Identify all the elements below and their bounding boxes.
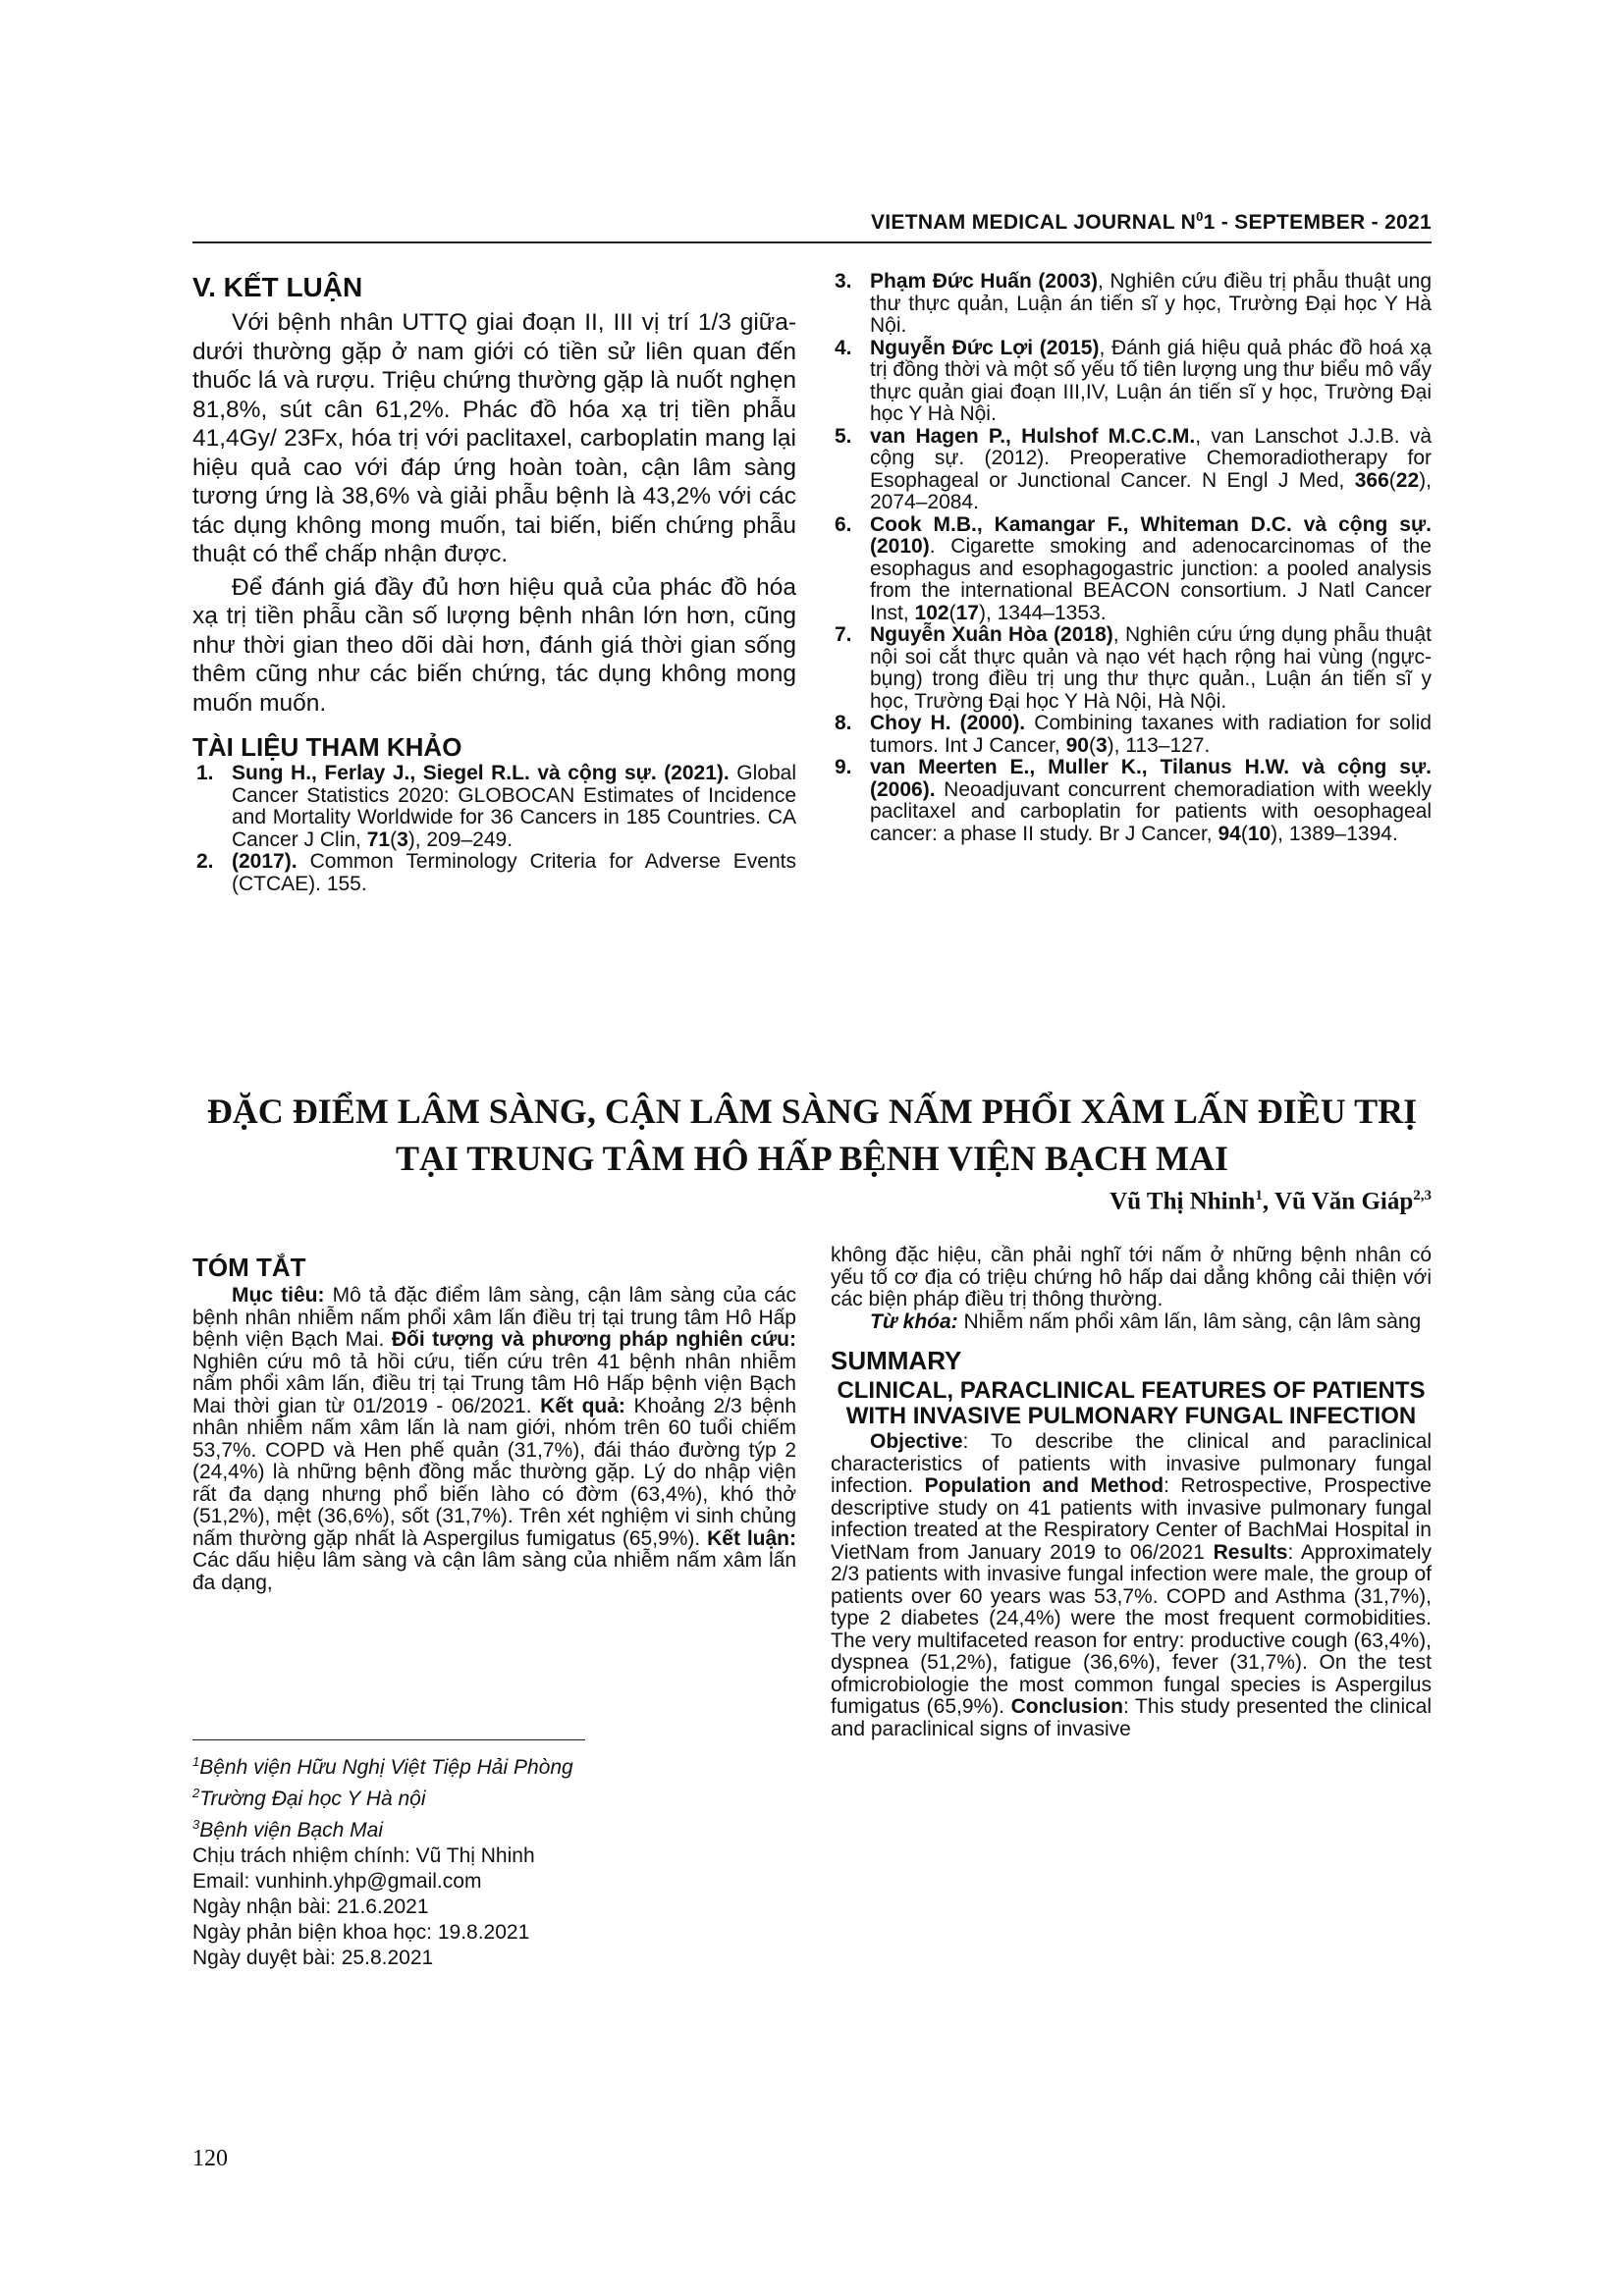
reference-author: Cook M.B., Kamangar F., Whiteman D.C. và cộng sự. (2010): [870, 512, 1432, 558]
reference-item: [831, 338, 1432, 426]
label-method-vn: Đối tượng và phương pháp nghiên cứu:: [391, 1328, 796, 1351]
results-vn: Khoảng 2/3 bệnh nhân nhiễm nấm xâm lấn là nam giới, nhóm trên 60 tuổi chiếm 53,7%. COPD và Hen phế quản (31,7%), đái tháo đường týp 2 (24,4%) là những bệnh đồng mắc thường gặp. Lý do nhập viện rất đa dạng nhưng phổ biến làho có đờm (63,4%), khó thở (51,2%), mệt (36,6%), sốt (31,7%). Trên xét nghiệm vi sinh chủng nấm thường gặp nhất là Aspergilus fumigatus (65,9%).: [192, 1394, 797, 1550]
footnotes: [192, 1749, 801, 1971]
footnote-email: Email: vunhinh.yhp@gmail.com: [192, 1870, 482, 1893]
reference-text: . Cigarette smoking and adenocarcinomas of the esophagus and esophagogastric junction: a pooled analysis from the international BEACON consortium. J Natl Cancer Inst,: [870, 535, 1432, 624]
results-en: : Approximately 2/3 patients with invasive fungal infection were male, the group of patients over 60 years was 53,7%. COPD and Asthma (31,7%), type 2 diabetes (24,4%) were the most frequent cormobidities. The very multifaceted reason for entry: productive cough (63,4%), dyspnea (51,2%), fatigue (36,6%), fever (31,7%). On the test ofmicrobiologie the most common fungal species is Aspergilus fumigatus (65,9%).: [831, 1540, 1432, 1718]
author-1-affiliation: 1: [1255, 1188, 1263, 1203]
header-rule: [192, 241, 1432, 243]
footnote-rule: [192, 1739, 585, 1740]
journal-sup: 0: [1196, 209, 1204, 224]
reference-author: van Hagen P., Hulshof M.C.C.M.: [870, 424, 1196, 448]
journal-name: VIETNAM MEDICAL JOURNAL N: [870, 211, 1197, 234]
reference-number: 8.: [835, 712, 852, 734]
reference-number: 7.: [835, 623, 852, 646]
reference-item: [192, 851, 796, 895]
keywords-text: Nhiễm nấm phổi xâm lấn, lâm sàng, cận lâm sàng: [957, 1309, 1422, 1333]
objective-en: : To describe the clinical and paraclinical characteristics of patients with invasive pulmonary fungal infection.: [831, 1430, 1432, 1497]
footnote-sup-3: 3: [192, 1817, 200, 1832]
reference-item: 5. van Hagen P., Hulshof M.C.C.M., van Lanschot J.J.B. và cộng sự. (2012). Preoperative Chemoradiotherapy for Esophageal or Junctional Cancer. N Engl J Med, 366(22), 2074–2084.: [835, 424, 1432, 513]
reference-author: van Meerten E., Muller K., Tilanus H.W. và cộng sự. (2006).: [870, 756, 1432, 801]
reference-issue: 3: [397, 828, 408, 851]
reference-volume: 71: [366, 828, 391, 851]
label-conclusion-vn: Kết luận:: [707, 1526, 796, 1550]
reference-item: [831, 624, 1432, 713]
article-title: [192, 1088, 1432, 1182]
footnote-text-3: Bệnh viện Bạch Mai: [199, 1819, 384, 1842]
label-results-vn: Kết quả:: [540, 1394, 625, 1417]
footnote-sup-1: 1: [192, 1754, 200, 1769]
conclusion-en: : This study presented the clinical and paraclinical signs of invasive: [831, 1695, 1432, 1740]
reference-volume: 102: [914, 601, 949, 624]
reference-item: 1. Sung H., Ferlay J., Siegel R.L. và cộng sự. (2021). Global Cancer Statistics 2020: GLOBOCAN Estimates of Incidence and Mortality Worldwide for 36 Cancers in 185 Countries. CA Cancer J Clin, 71(3), 209–249.: [196, 762, 796, 851]
objective-vn: Mô tả đặc điểm lâm sàng, cận lâm sàng của các bệnh nhân nhiễm nấm phổi xâm lấn điều trị tại trung tâm Hô Hấp bệnh viện Bạch Mai.: [192, 1284, 796, 1351]
summary-title: CLINICAL, PARACLINICAL FEATURES OF PATIENTS WITH INVASIVE PULMONARY FUNGAL INFECTION: [837, 1377, 1426, 1429]
running-header: [192, 209, 1432, 235]
page-number: 120: [192, 2146, 228, 2171]
reference-author: Phạm Đức Huấn (2003): [870, 270, 1099, 293]
label-objective-vn: Mục tiêu:: [232, 1284, 325, 1307]
reference-issue: 22: [1395, 468, 1420, 492]
references-heading: TÀI LIỆU THAM KHẢO: [192, 732, 462, 762]
author-1: Vũ Thị Nhinh: [1110, 1188, 1256, 1215]
reference-pages: , 2074–2084.: [870, 468, 1432, 513]
footnote-responsible: Chịu trách nhiệm chính: Vũ Thị Nhinh: [192, 1844, 535, 1867]
footnote-affiliation-3: [192, 1812, 801, 1843]
article-authors: [1110, 1188, 1432, 1215]
footnote-affiliation-1: [192, 1749, 801, 1781]
reference-item: 8. Choy H. (2000). Combining taxanes with radiation for solid tumors. Int J Cancer, 90(3), 113–127.: [835, 712, 1432, 757]
footnote-text-1: Bệnh viện Hữu Nghị Việt Tiệp Hải Phòng: [199, 1756, 573, 1779]
references-list-left: [192, 763, 796, 895]
reference-pages: , 1389–1394.: [1277, 822, 1398, 845]
conclusion-vn: Các dấu hiệu lâm sàng và cận lâm sàng của nhiễm nấm xâm lấn đa dạng,: [192, 1549, 796, 1594]
reference-text: , Nghiên cứu ứng dụng phẫu thuật nội soi cắt thực quản và nạo vét hạch rộng hai vùng (ngực- bụng) trong điều trị ung thư thực quản., Luận án tiến sĩ y học, Trường Đại học Y Hà Nội, Hà Nội.: [870, 623, 1433, 713]
reference-issue: 17: [955, 601, 979, 624]
reference-number: 5.: [835, 424, 852, 448]
footnote-approved: Ngày duyệt bài: 25.8.2021: [192, 1947, 434, 1969]
abstract-vn-continuation: không đặc hiệu, cần phải nghĩ tới nấm ở những bệnh nhân có yếu tố cơ địa có triệu chứng hô hấp dai dẳng không cải thiện với các biện pháp điều trị thông thường.: [831, 1244, 1432, 1310]
label-method-en: Population and Method: [924, 1474, 1164, 1497]
label-results-en: Results: [1213, 1540, 1288, 1564]
reference-item: 9. van Meerten E., Muller K., Tilanus H.W. và cộng sự. (2006). Neoadjuvant concurrent chemoradiation with weekly paclitaxel and carboplatin for patients with oesophageal cancer: a phase II study. Br J Cancer, 94(10), 1389–1394.: [835, 756, 1432, 845]
reference-number: 1.: [196, 762, 214, 784]
reference-text: , Nghiên cứu điều trị phẫu thuật ung thư thực quản, Luận án tiến sĩ y học, Trường Đại học Y Hà Nội.: [870, 270, 1432, 337]
reference-issue: 10: [1247, 822, 1272, 845]
reference-item: [831, 271, 1432, 338]
reference-text: , van Lanschot J.J.B. và cộng sự. (2012). Preoperative Chemoradiotherapy for Esophageal or Junctional Cancer. N Engl J Med,: [870, 424, 1432, 492]
reference-item: 6. Cook M.B., Kamangar F., Whiteman D.C. và cộng sự. (2010). Cigarette smoking and adenocarcinomas of the esophagus and esophagogastric junction: a pooled analysis from the international BEACON consortium. J Natl Cancer Inst, 102(17), 1344–1353.: [835, 512, 1432, 624]
footnote-sup-2: 2: [192, 1786, 200, 1800]
reference-text: , Đánh giá hiệu quả phác đồ hoá xạ trị đồng thời và một số yếu tố tiên lượng ung thư biểu mô vẩy thực quản giai đoạn III,IV, Luận án tiến sĩ y học, Trường Đại học Y Hà Nội.: [870, 336, 1433, 425]
left-column-top: [192, 271, 796, 895]
reference-author: Choy H. (2000).: [870, 712, 1026, 734]
reference-pages: , 113–127.: [1113, 733, 1211, 757]
method-vn: Nghiên cứu mô tả hồi cứu, tiến cứu trên 41 bệnh nhân nhiễm nấm phổi xâm lấn, điều trị tại Trung tâm Hô Hấp bệnh viện Bạch Mai thời gian từ 01/2019 - 06/2021.: [192, 1350, 796, 1417]
reference-pages: , 1344–1353.: [985, 601, 1107, 624]
section-heading-conclusion: V. KẾT LUẬN: [192, 272, 363, 302]
label-objective-en: Objective: [870, 1430, 963, 1453]
reference-volume: 90: [1065, 733, 1089, 757]
reference-text: Common Terminology Criteria for Adverse Events (CTCAE). 155.: [232, 850, 796, 895]
summary-en-text: [831, 1431, 1432, 1740]
reference-number: 9.: [835, 756, 852, 778]
footnote-received: Ngày nhận bài: 21.6.2021: [192, 1896, 429, 1918]
reference-author: (2017).: [232, 850, 298, 873]
reference-pages: , 209–249.: [414, 828, 514, 851]
footnote-text-2: Trường Đại học Y Hà nội: [199, 1788, 426, 1810]
journal-issue: 1 - SEPTEMBER - 2021: [1203, 211, 1432, 234]
reference-number: 2.: [196, 850, 214, 873]
reference-volume: 366: [1354, 468, 1389, 492]
reference-volume: 94: [1218, 822, 1241, 845]
reference-author: Nguyễn Xuân Hòa (2018): [870, 623, 1113, 646]
author-2: Vũ Văn Giáp: [1273, 1188, 1414, 1215]
reference-text: Neoadjuvant concurrent chemoradiation with weekly paclitaxel and carboplatin for patients with oesophageal cancer: a phase II study. Br J Cancer,: [870, 777, 1432, 845]
reference-author: Nguyễn Đức Lợi (2015): [870, 336, 1100, 359]
label-keywords: Từ khóa:: [870, 1309, 958, 1333]
reference-author: Sung H., Ferlay J., Siegel R.L. và cộng sự. (2021).: [232, 762, 730, 784]
keywords-vn: [831, 1311, 1432, 1334]
right-column-top: [831, 271, 1432, 845]
summary-heading: SUMMARY: [831, 1346, 962, 1375]
reference-number: 3.: [835, 270, 852, 293]
reference-text: Combining taxanes with radiation for solid tumors. Int J Cancer,: [870, 712, 1432, 757]
author-separator: ,: [1262, 1188, 1274, 1215]
conclusion-paragraph-2: Để đánh giá đầy đủ hơn hiệu quả của phác đồ hóa xạ trị tiền phẫu cần số lượng bệnh nhân lớn hơn, cũng như thời gian theo dõi dài hơn, đánh giá thời gian sống thêm cũng như các biến chứng, tác dụng không mong muốn muốn.: [192, 573, 796, 717]
abstract-continued-and-summary: [831, 1245, 1432, 1740]
abstract-heading: TÓM TẮT: [192, 1253, 306, 1282]
article-title-line-1: ĐẶC ĐIỂM LÂM SÀNG, CẬN LÂM SÀNG NẤM PHỔI XÂM LẤN ĐIỀU TRỊ: [206, 1092, 1418, 1131]
reference-text: Global Cancer Statistics 2020: GLOBOCAN Estimates of Incidence and Mortality Worldwide for 36 Cancers in 185 Countries. CA Cancer J Clin,: [232, 762, 796, 851]
conclusion-paragraph-1: Với bệnh nhân UTTQ giai đoạn II, III vị trí 1/3 giữa- dưới thường gặp ở nam giới có tiền sử liên quan đến thuốc lá và rượu. Triệu chứng thường gặp là nuốt nghẹn 81,8%, sút cân 61,2%. Phác đồ hóa xạ trị tiền phẫu 41,4Gy/ 23Fx, hóa trị với paclitaxel, carboplatin mang lại hiệu quả cao với đáp ứng hoàn toàn, cận lâm sàng tương ứng là 38,6% và giải phẫu bệnh là 43,2% với các tác dụng không mong muốn, tai biến, biến chứng phẫu thuật có thể chấp nhận được.: [192, 309, 796, 567]
reference-issue: 3: [1095, 733, 1108, 757]
article-title-line-2: TẠI TRUNG TÂM HÔ HẤP BỆNH VIỆN BẠCH MAI: [395, 1139, 1229, 1178]
reference-number: 6.: [835, 512, 852, 536]
label-conclusion-en: Conclusion: [1010, 1695, 1123, 1718]
footnote-reviewed: Ngày phản biện khoa học: 19.8.2021: [192, 1921, 530, 1944]
references-list-right: [831, 271, 1432, 845]
abstract-vietnamese: [192, 1252, 796, 1594]
author-2-affiliation: 2,3: [1413, 1188, 1432, 1203]
method-en: : Retrospective, Prospective descriptive study on 41 patients with invasive pulmonary fungal infection treated at the Respiratory Center of BachMai Hospital in VietNam from January 2019 to 06/2021: [831, 1474, 1432, 1564]
reference-number: 4.: [835, 336, 852, 359]
abstract-vn-text: [192, 1285, 796, 1594]
footnote-affiliation-2: [192, 1781, 801, 1812]
